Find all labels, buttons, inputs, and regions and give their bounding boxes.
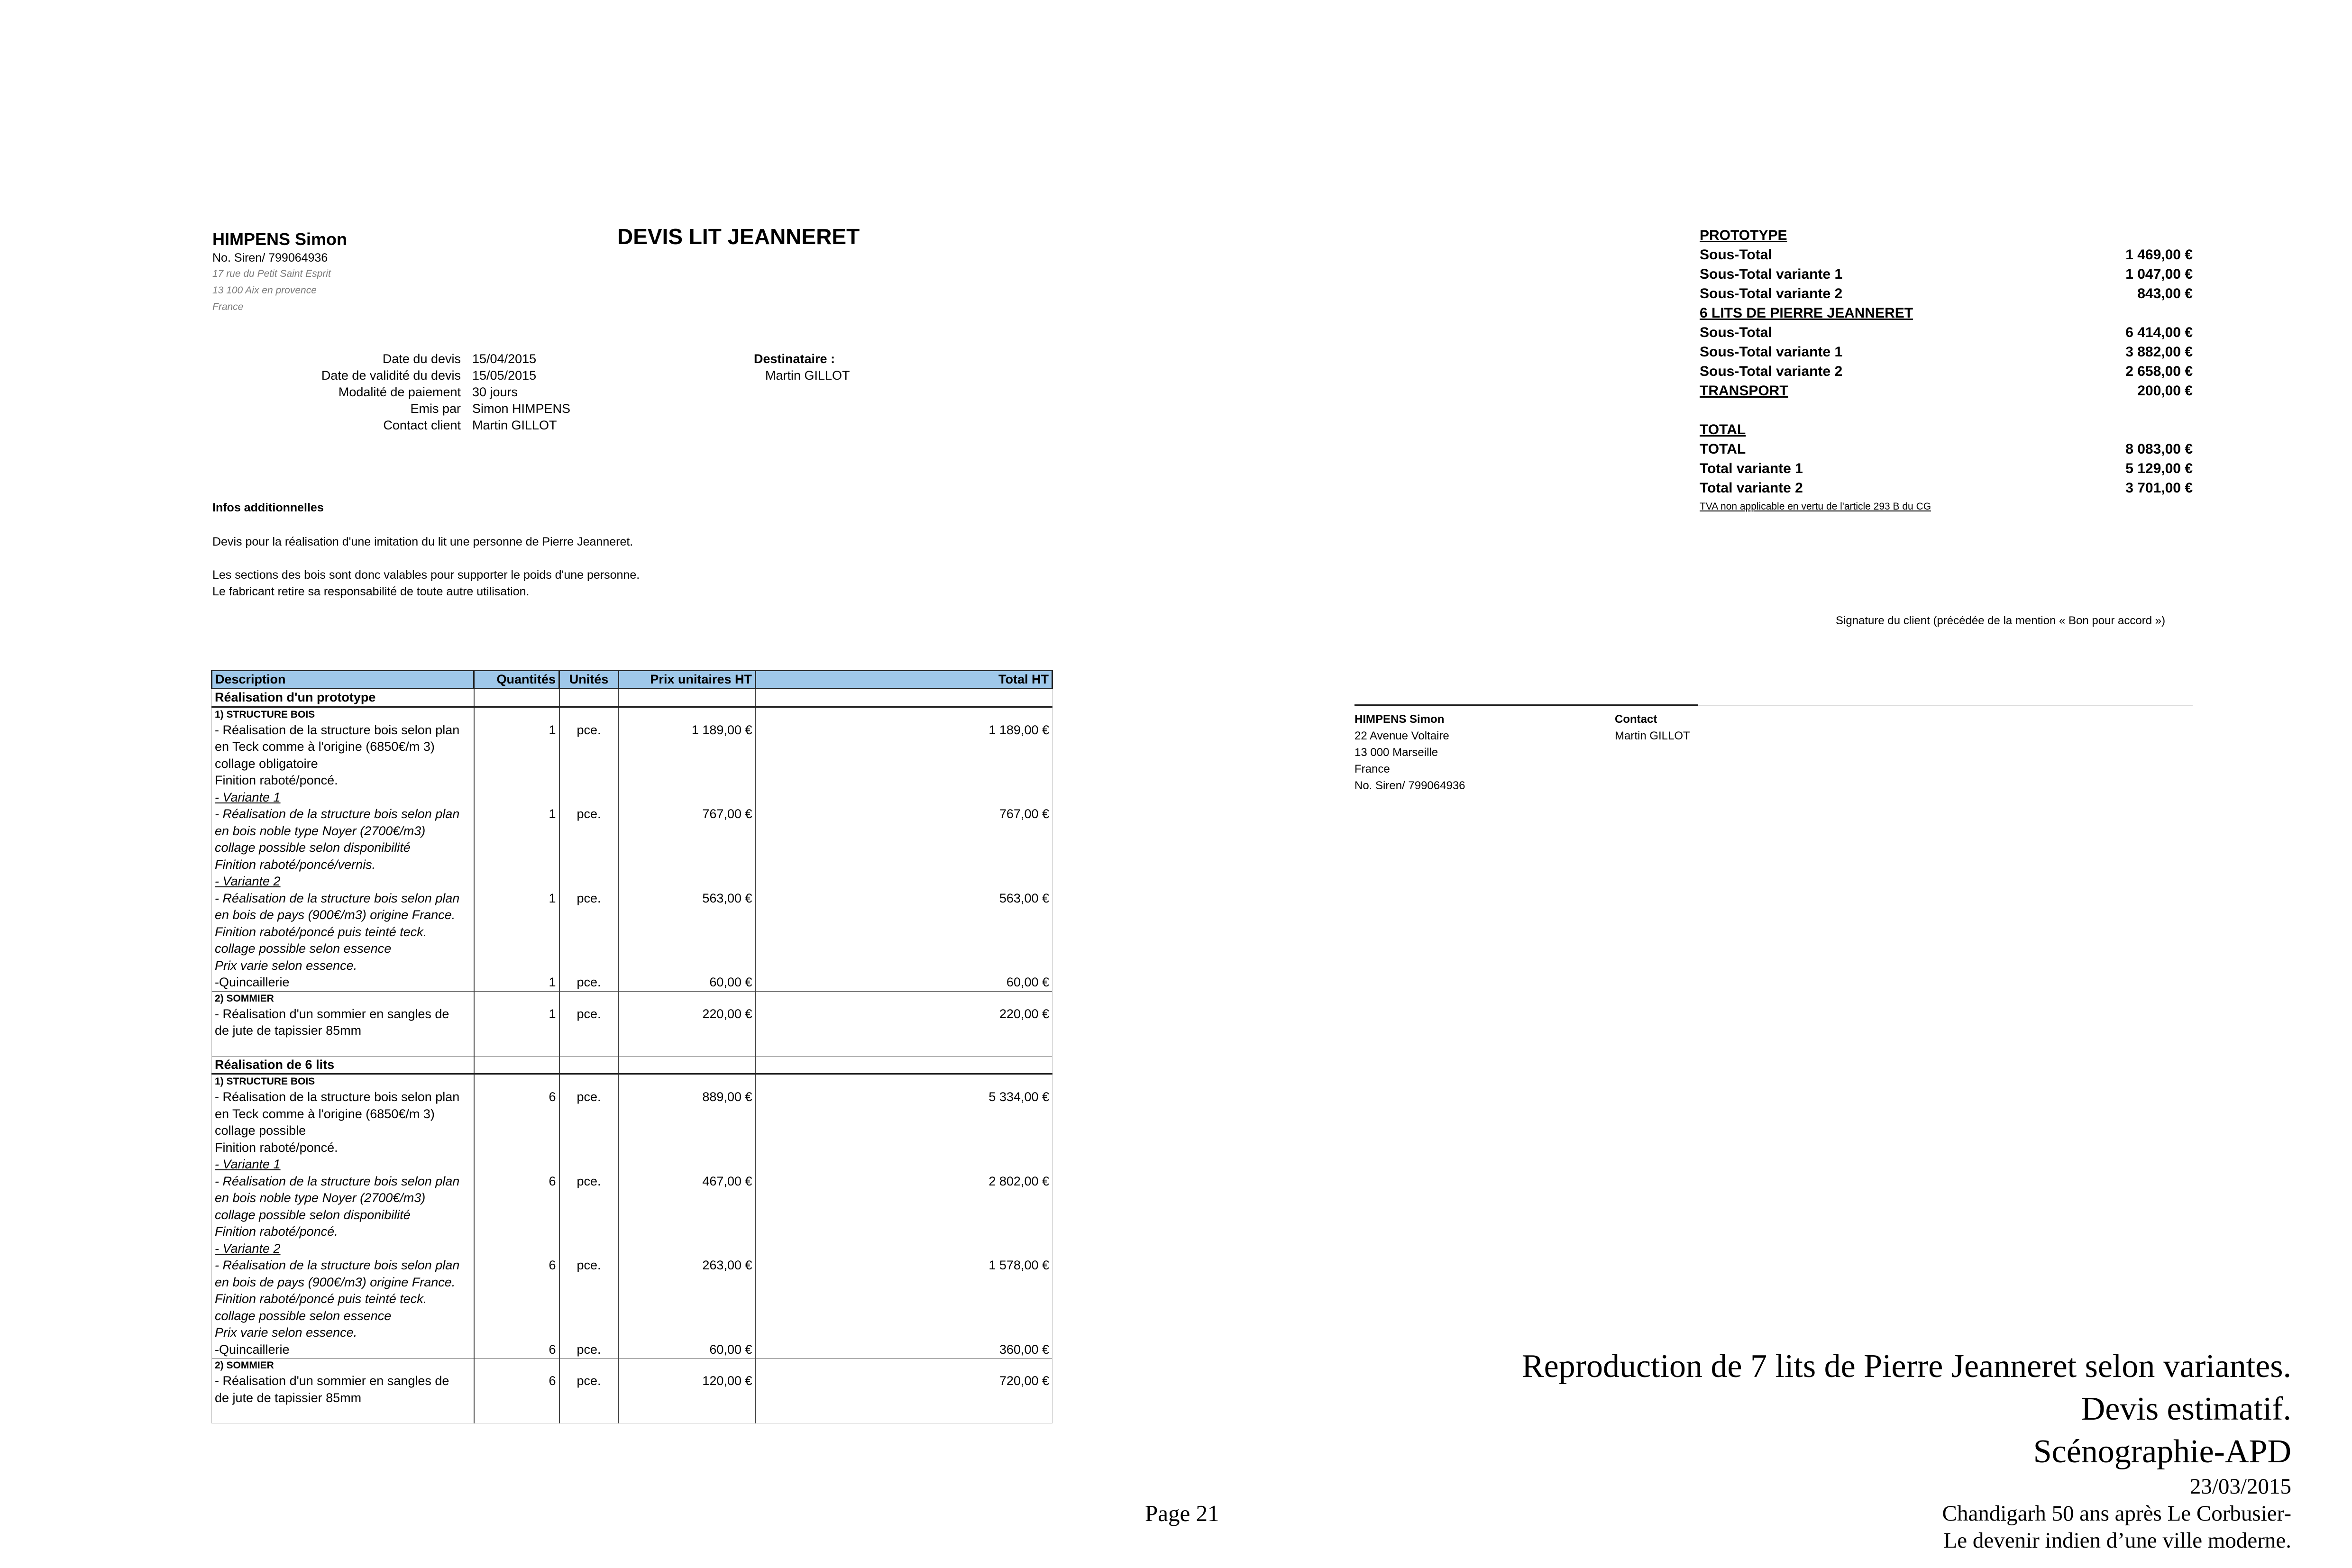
item-total: 5 334,00 € <box>756 1089 1052 1156</box>
item-unit: pce. <box>559 1257 619 1341</box>
item-total: 767,00 € <box>756 806 1052 873</box>
caption-subtitle: Devis estimatif. <box>2081 1391 2291 1427</box>
company-siren: No. Siren/ 799064936 <box>212 251 328 264</box>
item-description: - Réalisation de la structure bois selon plan <box>215 1090 460 1104</box>
item-description: collage possible selon disponibilité <box>215 840 411 855</box>
table-row <box>212 1173 1052 1240</box>
item-description: - Réalisation de la structure bois selon plan <box>215 722 460 737</box>
item-description: Prix varie selon essence. <box>215 958 357 973</box>
summary-label: Sous-Total <box>1700 247 1772 263</box>
item-unit: pce. <box>559 722 619 789</box>
item-unit-price: 1 189,00 € <box>619 722 756 789</box>
company-name: HIMPENS Simon <box>212 229 348 249</box>
item-unit: pce. <box>559 1373 619 1423</box>
column-header: Unités <box>559 671 619 689</box>
meta-label: Contact client <box>383 418 461 432</box>
summary-label: Sous-Total variante 1 <box>1700 344 1843 360</box>
summary-label: Total variante 1 <box>1700 461 1803 476</box>
summary-row <box>1700 420 2193 439</box>
item-description: -Quincaillerie <box>212 974 474 991</box>
item-description: collage possible <box>215 1123 306 1138</box>
summary-row <box>1700 264 2193 284</box>
variant-row <box>212 789 1052 806</box>
meta-value: 15/04/2015 <box>472 352 537 366</box>
meta-row <box>237 417 614 434</box>
summary-row <box>1700 478 2193 498</box>
signature-label: Signature du client (précédée de la mention « Bon pour accord ») <box>1836 614 2166 627</box>
item-description: Finition raboté/poncé puis teinté teck. <box>215 1292 427 1306</box>
meta-label: Modalité de paiement <box>338 385 461 399</box>
summary-value: 200,00 € <box>2137 383 2193 399</box>
item-description: collage obligatoire <box>215 756 318 771</box>
recipient-label: Destinataire : <box>754 352 835 366</box>
item-description: de jute de tapissier 85mm <box>215 1390 362 1405</box>
meta-label: Emis par <box>410 401 461 416</box>
item-unit-price: 467,00 € <box>619 1173 756 1240</box>
additional-info-text: Le fabricant retire sa responsabilité de toute autre utilisation. <box>212 585 530 598</box>
variant-label: - Variante 2 <box>212 1240 474 1258</box>
caption-project-sub: Le devenir indien d’une ville moderne. <box>1943 1528 2291 1553</box>
summary-value: 5 129,00 € <box>2125 461 2193 476</box>
item-quantity: 1 <box>474 1006 559 1057</box>
summary-label: Total variante 2 <box>1700 480 1803 496</box>
item-total: 2 802,00 € <box>756 1173 1052 1240</box>
summary-spacer <box>1700 401 2193 420</box>
summary-row <box>1700 226 2193 245</box>
item-total: 60,00 € <box>756 974 1052 991</box>
summary-label: Sous-Total variante 2 <box>1700 364 1843 379</box>
item-unit-price: 220,00 € <box>619 1006 756 1057</box>
table-row <box>212 974 1052 991</box>
page-number: Page 21 <box>1145 1500 1219 1526</box>
item-total: 1 189,00 € <box>756 722 1052 789</box>
additional-info-text: Devis pour la réalisation d'une imitation du lit une personne de Pierre Jeanneret. <box>212 535 633 548</box>
item-description: collage possible selon essence <box>215 941 392 956</box>
vat-note: TVA non applicable en vertu de l'article 293 B du CG <box>1700 501 1931 512</box>
summary-label: Sous-Total <box>1700 325 1772 340</box>
category-label: 1) STRUCTURE BOIS <box>212 707 474 722</box>
item-quantity: 1 <box>474 890 559 975</box>
item-description: - Réalisation d'un sommier en sangles de <box>215 1374 449 1388</box>
summary-label: 6 LITS DE PIERRE JEANNERET <box>1700 305 1913 321</box>
table-row <box>212 1341 1052 1358</box>
item-description: Finition raboté/poncé puis teinté teck. <box>215 924 427 939</box>
item-unit: pce. <box>559 890 619 975</box>
item-quantity: 1 <box>474 806 559 873</box>
variant-row <box>212 1156 1052 1173</box>
meta-value: 30 jours <box>472 385 518 399</box>
summary-value: 3 882,00 € <box>2125 344 2193 360</box>
item-unit-price: 60,00 € <box>619 974 756 991</box>
additional-info-text: Les sections des bois sont donc valables pour supporter le poids d'une personne. <box>212 568 640 582</box>
category-row <box>212 1074 1052 1089</box>
item-quantity: 1 <box>474 722 559 789</box>
footer-line: France <box>1354 763 1390 775</box>
summary-row <box>1700 245 2193 264</box>
caption-date: 23/03/2015 <box>2189 1474 2291 1499</box>
meta-value: Simon HIMPENS <box>472 401 571 416</box>
item-unit-price: 120,00 € <box>619 1373 756 1423</box>
table-row <box>212 1006 1052 1057</box>
additional-info-title: Infos additionnelles <box>212 501 324 514</box>
item-total: 360,00 € <box>756 1341 1052 1358</box>
variant-label: - Variante 1 <box>212 1156 474 1173</box>
meta-label: Date du devis <box>382 352 461 366</box>
summary-value: 1 469,00 € <box>2125 247 2193 263</box>
item-unit: pce. <box>559 974 619 991</box>
item-unit-price: 60,00 € <box>619 1341 756 1358</box>
footer-contact-label: Contact <box>1615 713 1657 726</box>
variant-label: - Variante 1 <box>212 789 474 806</box>
summary-label: TOTAL <box>1700 441 1746 457</box>
item-unit: pce. <box>559 1089 619 1156</box>
category-row <box>212 1358 1052 1373</box>
table-row <box>212 806 1052 873</box>
item-description: en bois de pays (900€/m3) origine France. <box>215 1275 456 1289</box>
table-row <box>212 890 1052 975</box>
category-label: 2) SOMMIER <box>212 1358 474 1373</box>
summary-row <box>1700 284 2193 303</box>
item-description: en bois noble type Noyer (2700€/m3) <box>215 823 426 838</box>
item-quantity: 6 <box>474 1173 559 1240</box>
table-row <box>212 1089 1052 1156</box>
column-header: Prix unitaires HT <box>619 671 756 689</box>
item-description: collage possible selon essence <box>215 1308 392 1323</box>
meta-row <box>237 384 614 401</box>
summary-label: PROTOTYPE <box>1700 228 1787 243</box>
item-quantity: 1 <box>474 974 559 991</box>
document-title: DEVIS LIT JEANNERET <box>617 224 860 249</box>
address-line: 13 100 Aix en provence <box>212 285 317 296</box>
item-description: Prix varie selon essence. <box>215 1325 357 1340</box>
item-description: - Réalisation de la structure bois selon plan <box>215 807 460 821</box>
item-total: 720,00 € <box>756 1373 1052 1423</box>
summary-row <box>1700 342 2193 362</box>
meta-label: Date de validité du devis <box>321 368 461 383</box>
item-description: en Teck comme à l'origine (6850€/m 3) <box>215 739 435 754</box>
summary-row <box>1700 362 2193 381</box>
variant-row <box>212 1240 1052 1258</box>
item-description: de jute de tapissier 85mm <box>215 1023 362 1038</box>
footer-company-block <box>1354 711 1465 794</box>
summary-value: 3 701,00 € <box>2125 480 2193 496</box>
summary-row <box>1700 439 2193 459</box>
column-header: Quantités <box>474 671 559 689</box>
quote-table <box>211 670 1052 1423</box>
summary-row <box>1700 303 2193 323</box>
item-description: en bois de pays (900€/m3) origine France. <box>215 908 456 922</box>
summary-label: TRANSPORT <box>1700 383 1788 399</box>
summary-value: 8 083,00 € <box>2125 441 2193 457</box>
item-unit-price: 889,00 € <box>619 1089 756 1156</box>
summary-value: 843,00 € <box>2137 286 2193 301</box>
category-label: 1) STRUCTURE BOIS <box>212 1074 474 1089</box>
caption-title: Reproduction de 7 lits de Pierre Jeanneret selon variantes. <box>1521 1348 2291 1385</box>
section-row <box>212 689 1052 707</box>
variant-label: - Variante 2 <box>212 873 474 890</box>
summary-value: 2 658,00 € <box>2125 364 2193 379</box>
footer-line: No. Siren/ 799064936 <box>1354 779 1465 792</box>
footer-line: 22 Avenue Voltaire <box>1354 729 1449 742</box>
item-quantity: 6 <box>474 1089 559 1156</box>
item-description: Finition raboté/poncé. <box>215 1224 338 1239</box>
item-description: en Teck comme à l'origine (6850€/m 3) <box>215 1106 435 1121</box>
item-unit-price: 767,00 € <box>619 806 756 873</box>
item-unit: pce. <box>559 1173 619 1240</box>
page-caption <box>1522 1345 2291 1554</box>
summary-label: Sous-Total variante 2 <box>1700 286 1843 301</box>
item-description: Finition raboté/poncé/vernis. <box>215 857 376 872</box>
item-quantity: 6 <box>474 1341 559 1358</box>
table-row <box>212 1257 1052 1341</box>
table-header-row <box>212 671 1052 689</box>
item-unit: pce. <box>559 806 619 873</box>
section-row <box>212 1056 1052 1074</box>
footer-contact-name: Martin GILLOT <box>1615 729 1690 742</box>
item-total: 1 578,00 € <box>756 1257 1052 1341</box>
item-unit: pce. <box>559 1341 619 1358</box>
summary-row <box>1700 459 2193 478</box>
summary-row <box>1700 381 2193 401</box>
item-description: - Réalisation de la structure bois selon plan <box>215 1258 460 1272</box>
footer-contact-block <box>1615 711 1690 744</box>
recipient-name: Martin GILLOT <box>765 368 850 383</box>
summary-value: 6 414,00 € <box>2125 325 2193 340</box>
item-description: - Réalisation d'un sommier en sangles de <box>215 1006 449 1021</box>
meta-value: 15/05/2015 <box>472 368 537 383</box>
summary-label: Sous-Total variante 1 <box>1700 266 1843 282</box>
section-title: Réalisation de 6 lits <box>212 1056 474 1074</box>
item-unit-price: 263,00 € <box>619 1257 756 1341</box>
item-description: en bois noble type Noyer (2700€/m3) <box>215 1191 426 1205</box>
item-total: 563,00 € <box>756 890 1052 975</box>
category-row <box>212 707 1052 722</box>
column-header: Description <box>212 671 474 689</box>
item-description: Finition raboté/poncé. <box>215 1140 338 1155</box>
footer-line: 13 000 Marseille <box>1354 746 1438 759</box>
quote-meta <box>237 351 614 434</box>
item-quantity: 6 <box>474 1257 559 1341</box>
item-total: 220,00 € <box>756 1006 1052 1057</box>
category-label: 2) SOMMIER <box>212 991 474 1006</box>
meta-row <box>237 351 614 367</box>
table-row <box>212 1373 1052 1423</box>
caption-project: Chandigarh 50 ans après Le Corbusier- <box>1942 1501 2291 1526</box>
summary-label: TOTAL <box>1700 422 1746 438</box>
footer-company: HIMPENS Simon <box>1354 713 1445 726</box>
item-description: - Réalisation de la structure bois selon plan <box>215 1174 460 1188</box>
item-description: Finition raboté/poncé. <box>215 773 338 787</box>
meta-value: Martin GILLOT <box>472 418 557 432</box>
item-unit-price: 563,00 € <box>619 890 756 975</box>
item-quantity: 6 <box>474 1373 559 1423</box>
meta-row <box>237 367 614 384</box>
item-unit: pce. <box>559 1006 619 1057</box>
section-title: Réalisation d'un prototype <box>212 689 474 707</box>
signature-divider-accent <box>1354 704 1698 706</box>
table-row <box>212 722 1052 789</box>
summary-row <box>1700 323 2193 342</box>
meta-row <box>237 401 614 417</box>
item-description: collage possible selon disponibilité <box>215 1207 411 1222</box>
caption-phase: Scénographie-APD <box>2033 1433 2291 1470</box>
item-description: -Quincaillerie <box>212 1341 474 1358</box>
variant-row <box>212 873 1052 890</box>
address-line: 17 rue du Petit Saint Esprit <box>212 268 331 279</box>
totals-summary <box>1700 226 2193 498</box>
item-description: - Réalisation de la structure bois selon plan <box>215 891 460 905</box>
summary-value: 1 047,00 € <box>2125 266 2193 282</box>
address-line: France <box>212 301 244 312</box>
column-header: Total HT <box>756 671 1052 689</box>
category-row <box>212 991 1052 1006</box>
